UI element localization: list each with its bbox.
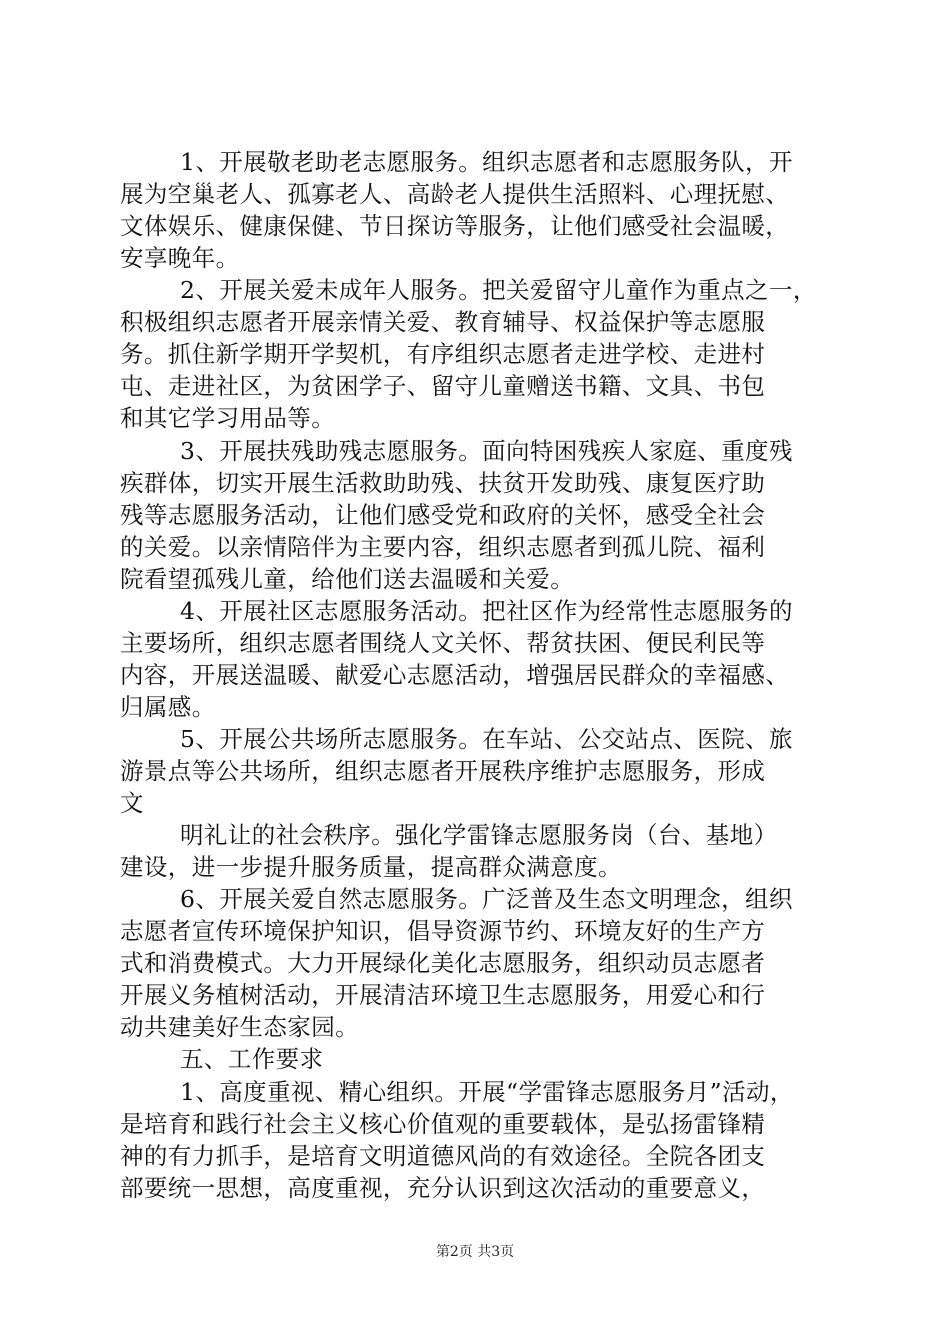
paragraph-line: 志愿者宣传环境保护知识，倡导资源节约、环境友好的生产方 bbox=[120, 917, 766, 945]
paragraph-line: 残等志愿服务活动，让他们感受党和政府的关怀，感受全社会 bbox=[120, 501, 766, 529]
paragraph-line: 归属感。 bbox=[120, 693, 216, 721]
paragraph-line: 6、开展关爱自然志愿服务。广泛普及生态文明理念，组织 bbox=[180, 885, 793, 913]
paragraph-line: 务。抓住新学期开学契机，有序组织志愿者走进学校、走进村 bbox=[120, 340, 766, 368]
paragraph-line: 明礼让的社会秩序。强化学雷锋志愿服务岗（台、基地） bbox=[180, 821, 778, 849]
paragraph-line: 是培育和践行社会主义核心价值观的重要载体，是弘扬雷锋精 bbox=[120, 1110, 766, 1138]
paragraph-line: 积极组织志愿者开展亲情关爱、教育辅导、权益保护等志愿服 bbox=[120, 308, 766, 336]
paragraph-line: 疾群体，切实开展生活救助助残、扶贫开发助残、康复医疗助 bbox=[120, 469, 766, 497]
paragraph-line: 神的有力抓手，是培育文明道德风尚的有效途径。全院各团支 bbox=[120, 1142, 766, 1170]
paragraph-line: 5、开展公共场所志愿服务。在车站、公交站点、医院、旅 bbox=[180, 725, 793, 753]
paragraph-line: 的关爱。以亲情陪伴为主要内容，组织志愿者到孤儿院、福利 bbox=[120, 533, 766, 561]
paragraph-line: 2、开展关爱未成年人服务。把关爱留守儿童作为重点之一， bbox=[180, 276, 817, 304]
paragraph-line: 1、高度重视、精心组织。开展“学雷锋志愿服务月”活动， bbox=[180, 1078, 794, 1106]
section-heading: 五、工作要求 bbox=[180, 1045, 324, 1073]
paragraph-line: 主要场所，组织志愿者围绕人文关怀、帮贫扶困、便民利民等 bbox=[120, 629, 766, 657]
paragraph-line: 游景点等公共场所，组织志愿者开展秩序维护志愿服务，形成 bbox=[120, 757, 766, 785]
paragraph-line: 安享晚年。 bbox=[120, 244, 240, 272]
paragraph-line: 动共建美好生态家园。 bbox=[120, 1013, 359, 1041]
paragraph-line: 文体娱乐、健康保健、节日探访等服务，让他们感受社会温暖， bbox=[120, 212, 790, 240]
paragraph-line: 式和消费模式。大力开展绿化美化志愿服务，组织动员志愿者 bbox=[120, 949, 766, 977]
paragraph-line: 屯、走进社区，为贫困学子、留守儿童赠送书籍、文具、书包 bbox=[120, 372, 766, 400]
paragraph-line: 和其它学习用品等。 bbox=[120, 404, 336, 432]
paragraph-line: 开展义务植树活动，开展清洁环境卫生志愿服务，用爱心和行 bbox=[120, 981, 766, 1009]
paragraph-line: 文 bbox=[120, 789, 144, 817]
paragraph-line: 4、开展社区志愿服务活动。把社区作为经常性志愿服务的 bbox=[180, 597, 793, 625]
paragraph-line: 部要统一思想，高度重视，充分认识到这次活动的重要意义， bbox=[120, 1174, 766, 1202]
paragraph-line: 建设，进一步提升服务质量，提高群众满意度。 bbox=[120, 853, 622, 881]
paragraph-line: 内容，开展送温暖、献爱心志愿活动，增强居民群众的幸福感、 bbox=[120, 661, 790, 689]
page-footer: 第2页 共3页 bbox=[435, 1244, 515, 1260]
paragraph-line: 展为空巢老人、孤寡老人、高龄老人提供生活照料、心理抚慰、 bbox=[120, 180, 790, 208]
paragraph-line: 3、开展扶残助残志愿服务。面向特困残疾人家庭、重度残 bbox=[180, 437, 793, 465]
paragraph-line: 1、开展敬老助老志愿服务。组织志愿者和志愿服务队，开 bbox=[180, 148, 793, 176]
paragraph-line: 院看望孤残儿童，给他们送去温暖和关爱。 bbox=[120, 565, 575, 593]
